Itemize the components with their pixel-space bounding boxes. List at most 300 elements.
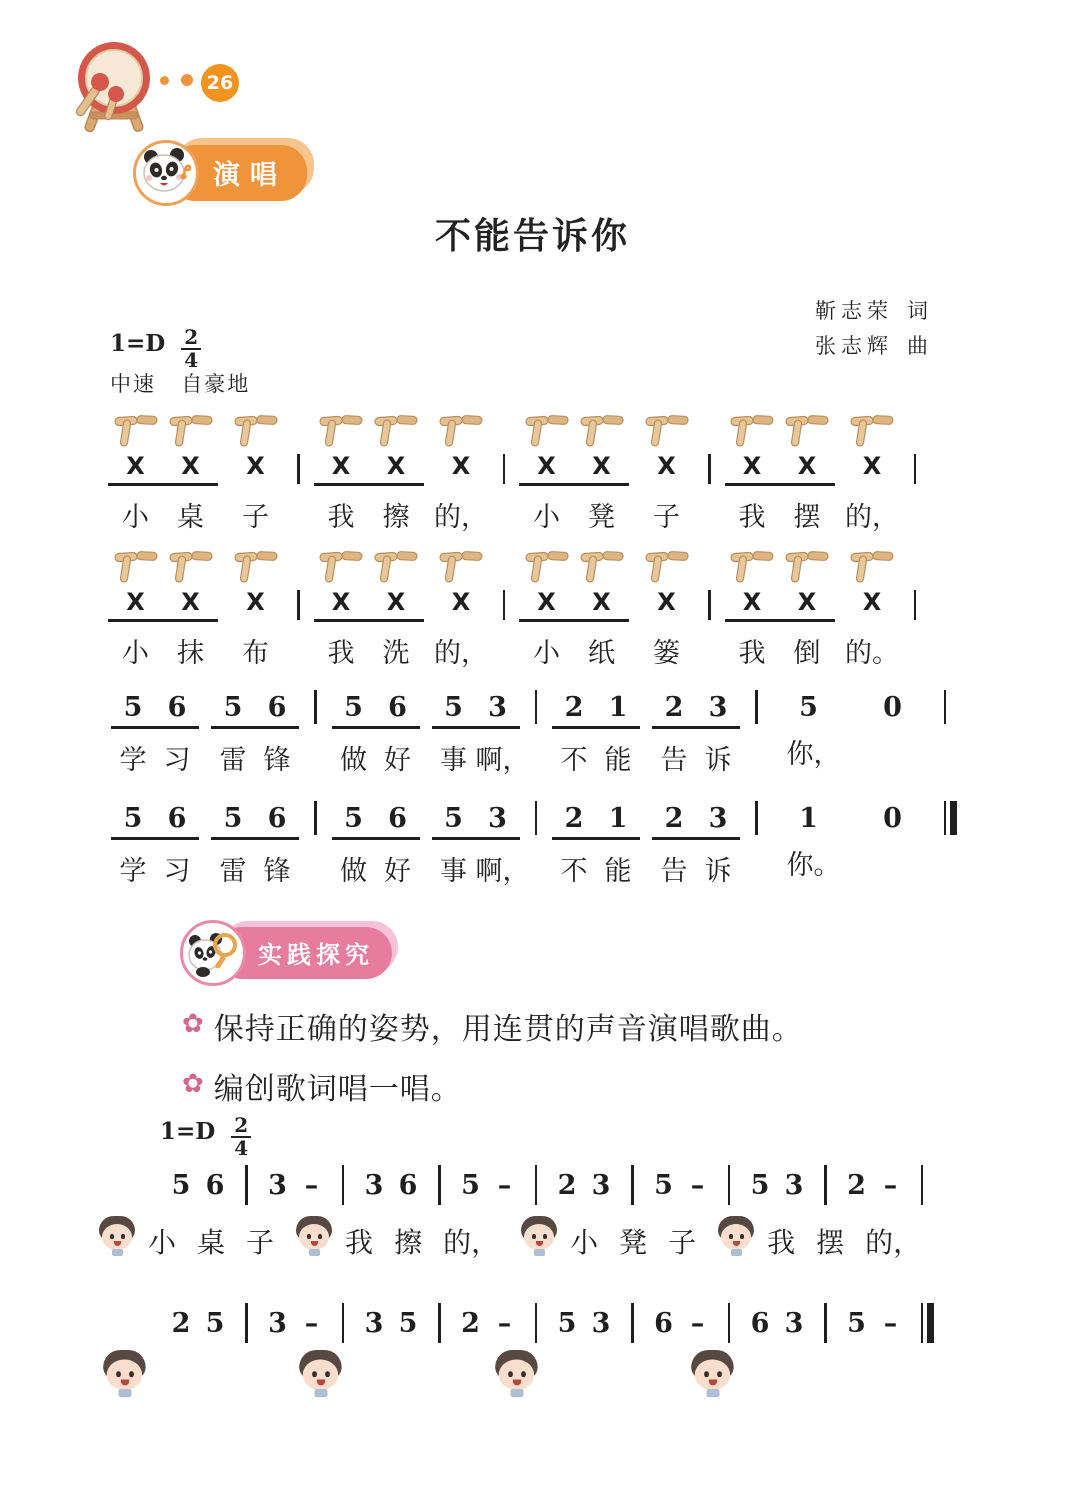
barline — [245, 1308, 248, 1343]
practice-section-badge — [180, 920, 392, 986]
lyric-face-token — [717, 1216, 755, 1266]
note — [574, 412, 629, 480]
note-group — [725, 548, 835, 622]
note-group — [842, 1170, 872, 1201]
note-group — [552, 1170, 582, 1201]
note-group — [228, 548, 283, 616]
panda-icon — [185, 925, 241, 981]
composer-credit — [815, 329, 933, 364]
note-group — [200, 1170, 230, 1201]
note-group — [297, 1170, 327, 1201]
note-value: 3 — [784, 1308, 804, 1339]
note — [519, 548, 574, 616]
note — [255, 803, 299, 834]
measure — [546, 692, 746, 776]
child-eye — [325, 1371, 329, 1376]
measure — [257, 1170, 333, 1201]
lyric-char: 我 — [327, 638, 355, 668]
measure — [309, 412, 494, 533]
note-group — [200, 1308, 230, 1339]
measure — [720, 548, 905, 669]
note-value: X — [246, 452, 265, 480]
rhythm-sticks-icon — [167, 412, 215, 448]
note — [696, 692, 740, 723]
note-value: X — [742, 452, 762, 480]
child-mouth — [121, 1380, 129, 1385]
lyric-group — [111, 855, 199, 887]
lyric-char: 我 — [738, 638, 766, 668]
rhythm-sticks-icon — [112, 412, 160, 448]
lyric-char: 子 — [653, 502, 680, 532]
measure — [160, 1308, 236, 1339]
note-value: 3 — [488, 803, 507, 834]
lyric-char: 的， — [434, 638, 488, 668]
note — [369, 548, 424, 616]
note-value: X — [331, 588, 351, 616]
note-group — [393, 1170, 423, 1201]
note-value: 6 — [388, 803, 407, 834]
lyric-char: 擦 — [382, 502, 410, 532]
note-value: – — [304, 1308, 319, 1339]
note — [649, 1170, 679, 1201]
note — [359, 1308, 389, 1339]
lyric-char: 学 — [119, 745, 147, 775]
lyric-group — [639, 637, 694, 669]
note-group — [166, 1308, 196, 1339]
barline-stroke — [728, 1165, 731, 1205]
rhythm-sticks-icon — [643, 412, 691, 448]
lyric-group — [552, 855, 640, 887]
note-value: 5 — [444, 692, 463, 723]
child-collar — [119, 1389, 132, 1397]
notes-row — [103, 412, 288, 486]
note-group — [552, 1308, 582, 1339]
note-value: 6 — [267, 803, 287, 834]
panda-icon — [138, 145, 194, 201]
barline-stroke — [297, 590, 300, 620]
note-group — [745, 1308, 775, 1339]
rhythm-sticks-icon — [848, 412, 896, 448]
lyric-group — [434, 637, 489, 669]
notes-row — [647, 1170, 715, 1201]
lyric-char: 学 — [119, 856, 147, 886]
lyric-char: 抹 — [177, 638, 204, 668]
lyric-char: 布 — [242, 638, 269, 668]
note-group — [876, 1170, 906, 1201]
notes-row — [309, 548, 494, 622]
lyric-char: 雷 — [219, 856, 247, 886]
child-collar — [511, 1389, 524, 1397]
barline-stroke — [921, 1303, 924, 1343]
note-group — [586, 1308, 616, 1339]
child-face-icon — [690, 1350, 735, 1400]
lyric-char: 不 — [560, 745, 588, 775]
note-value: 6 — [654, 1308, 673, 1339]
note-group — [432, 692, 520, 729]
note-group — [332, 692, 420, 729]
lyric-char: 洗 — [382, 638, 410, 668]
lyric-token: 的， — [865, 1228, 922, 1259]
lyric-token: 的， — [443, 1228, 500, 1259]
lyric-char: 好 — [384, 745, 411, 775]
barline — [944, 803, 958, 835]
barline — [914, 548, 917, 620]
note-group — [456, 1308, 486, 1339]
note — [490, 1170, 520, 1201]
lyric-char: 不 — [560, 856, 588, 886]
practice-item-text: 编创歌词唱一唱。 — [213, 1073, 462, 1106]
note-group — [432, 803, 520, 840]
note — [845, 412, 900, 480]
note — [696, 803, 740, 834]
child-face — [695, 1359, 730, 1390]
lyrics-row — [103, 637, 288, 669]
lyrics-row — [514, 637, 699, 669]
lyric-group — [314, 637, 424, 669]
note-group — [857, 692, 929, 723]
measure — [514, 412, 699, 533]
barline — [535, 1170, 538, 1205]
rhythm-sticks-icon — [317, 412, 365, 448]
child-face-icon — [98, 1216, 136, 1258]
note — [314, 548, 369, 616]
lyric-char: 做 — [340, 856, 367, 886]
note — [586, 1170, 616, 1201]
notes-row — [720, 548, 905, 622]
tempo-label: 中速 — [110, 372, 156, 396]
note — [871, 692, 915, 723]
note — [163, 412, 218, 480]
rhythm-sticks-icon — [437, 548, 485, 584]
drum-icon — [66, 34, 162, 138]
composer-name: 张志辉 — [815, 334, 893, 358]
measure — [450, 1170, 526, 1201]
note — [369, 412, 424, 480]
child-mouth — [536, 1241, 543, 1246]
note-value: 3 — [784, 1170, 804, 1201]
note-value: 5 — [750, 1170, 770, 1201]
note-value: X — [181, 588, 200, 616]
lyric-char: 事 — [440, 856, 467, 886]
lyric-char: 你， — [786, 739, 841, 769]
note-value: X — [742, 588, 762, 616]
child-face-icon — [494, 1350, 539, 1400]
lyric-token: 子 — [246, 1228, 275, 1259]
barline-stroke — [245, 1165, 248, 1205]
measure — [326, 692, 530, 776]
note — [725, 548, 780, 616]
child-face-icon — [295, 1216, 333, 1258]
barline-thick-stroke — [927, 1303, 934, 1343]
barline-stroke — [297, 454, 300, 484]
note-value: – — [883, 1308, 898, 1339]
note-group — [683, 1308, 713, 1339]
barline-stroke — [314, 690, 317, 724]
note-value: 2 — [564, 692, 584, 723]
note-group — [456, 1170, 486, 1201]
note-value: 5 — [123, 803, 143, 834]
measure — [836, 1308, 912, 1339]
lyric-group — [773, 849, 845, 881]
note-group — [393, 1308, 423, 1339]
melody-line-1 — [105, 692, 955, 776]
lyric-char: 啊， — [475, 856, 530, 886]
practice-lyrics-row — [98, 1216, 942, 1266]
barline-thick-stroke — [950, 801, 957, 835]
child-face-icon — [298, 1350, 343, 1400]
lyrics-row — [514, 501, 699, 533]
measure — [309, 548, 494, 669]
note — [434, 548, 489, 616]
note-value: 6 — [398, 1170, 418, 1201]
notes-row — [326, 803, 526, 840]
note-group — [779, 1308, 809, 1339]
note-value: 3 — [591, 1170, 611, 1201]
note — [111, 803, 155, 834]
measure — [353, 1170, 429, 1201]
lyric-group — [845, 637, 900, 669]
note-value: 3 — [364, 1170, 384, 1201]
lyric-token: 小 — [570, 1228, 599, 1259]
meter-numerator: 2 — [231, 1116, 251, 1138]
meter-denominator: 4 — [184, 348, 199, 372]
note-group — [845, 412, 900, 480]
note-value: 2 — [171, 1308, 191, 1339]
note — [745, 1308, 775, 1339]
measure — [257, 1308, 333, 1339]
measure — [160, 1170, 236, 1201]
key-label: 1=D — [160, 1118, 216, 1145]
note-value: X — [592, 452, 611, 480]
note-value: – — [304, 1170, 319, 1201]
tempo-marking — [110, 368, 268, 398]
measure — [546, 1308, 622, 1339]
lyric-token: 桌 — [197, 1228, 226, 1259]
note-value: 3 — [268, 1170, 287, 1201]
lyric-group — [652, 744, 740, 776]
measure — [450, 1308, 526, 1339]
notes-row — [105, 803, 305, 840]
lyric-group — [552, 744, 640, 776]
lyrics-row — [309, 501, 494, 533]
note — [596, 803, 640, 834]
lyric-face-token — [520, 1216, 558, 1266]
note-group — [652, 692, 740, 729]
rhythm-sticks-icon — [523, 412, 571, 448]
child-eye — [532, 1234, 536, 1239]
note-group — [211, 803, 299, 840]
barline-stroke — [708, 590, 711, 620]
note-value: X — [657, 452, 676, 480]
measure — [739, 1308, 815, 1339]
notes-row — [514, 412, 699, 486]
time-signature — [231, 1113, 251, 1160]
barline-stroke — [944, 801, 947, 835]
lyric-group — [519, 637, 629, 669]
measure — [767, 692, 935, 770]
note — [476, 692, 520, 723]
note-group — [649, 1170, 679, 1201]
note — [519, 412, 574, 480]
note-value: 3 — [364, 1308, 384, 1339]
lyric-char: 子 — [242, 502, 269, 532]
notes-row — [454, 1170, 522, 1201]
bottom-faces-row — [0, 1350, 1065, 1402]
lyrics-row — [326, 855, 530, 887]
barline-stroke — [503, 590, 506, 620]
notes-row — [514, 548, 699, 622]
rhythm-sticks-icon — [728, 412, 776, 448]
note-group — [490, 1170, 520, 1201]
lyricist-role: 词 — [907, 299, 933, 323]
lyrics-row — [546, 855, 746, 887]
barline — [824, 1170, 827, 1205]
note — [297, 1308, 327, 1339]
note-group — [649, 1308, 679, 1339]
barline-stroke — [438, 1165, 441, 1205]
note-value: 5 — [171, 1170, 191, 1201]
child-mouth — [317, 1380, 325, 1385]
note-value: – — [690, 1170, 705, 1201]
notes-row — [767, 803, 935, 834]
barline-stroke — [342, 1303, 345, 1343]
note-value: – — [690, 1308, 705, 1339]
child-collar — [309, 1249, 320, 1256]
notes-row — [261, 1170, 329, 1201]
barline-stroke — [503, 454, 506, 484]
rhythm-line-2 — [103, 548, 925, 669]
lyrics-row — [767, 738, 935, 770]
note — [155, 803, 199, 834]
note-value: X — [797, 452, 817, 480]
note — [639, 548, 694, 616]
note-value: – — [497, 1170, 512, 1201]
lyric-char: 的。 — [845, 638, 899, 668]
note — [155, 692, 199, 723]
rhythm-sticks-icon — [578, 412, 626, 448]
time-signature — [181, 325, 201, 372]
note — [263, 1308, 293, 1339]
measure — [643, 1170, 719, 1201]
note-group — [228, 412, 283, 480]
note-group — [519, 412, 629, 486]
lyric-char: 锋 — [263, 856, 291, 886]
lyric-char: 的， — [434, 502, 488, 532]
barline — [314, 803, 317, 835]
lyric-group — [211, 744, 299, 776]
child-face-icon — [102, 1350, 147, 1400]
barline-stroke — [535, 801, 538, 835]
barline — [728, 1308, 731, 1343]
song-credits — [815, 294, 933, 364]
melody-line-2 — [105, 803, 966, 887]
lyric-token: 我 — [345, 1228, 374, 1259]
notes-row — [720, 412, 905, 486]
note — [359, 1170, 389, 1201]
barline — [631, 1308, 634, 1343]
measure — [767, 803, 935, 881]
note-value: 5 — [344, 692, 363, 723]
measure — [105, 692, 305, 776]
notes-row — [840, 1308, 908, 1339]
barline-stroke — [728, 1303, 731, 1343]
lyric-char: 小 — [533, 502, 560, 532]
lyric-group — [432, 744, 530, 776]
note-value: X — [451, 452, 471, 480]
note — [552, 1170, 582, 1201]
note-value: X — [537, 452, 556, 480]
note — [456, 1170, 486, 1201]
mood-label: 自豪地 — [181, 372, 251, 396]
notes-row — [647, 1308, 715, 1339]
note-value: 5 — [205, 1308, 225, 1339]
note-value: 1 — [799, 803, 818, 834]
notes-row — [326, 692, 526, 729]
child-eye — [521, 1371, 525, 1376]
note — [745, 1170, 775, 1201]
note-value: 3 — [488, 692, 507, 723]
note-value: 3 — [268, 1308, 287, 1339]
note — [108, 412, 163, 480]
lyric-char: 小 — [122, 638, 149, 668]
barline — [631, 1170, 634, 1205]
note-group — [857, 803, 929, 834]
note-value: X — [451, 588, 471, 616]
note — [228, 548, 283, 616]
lyric-char — [871, 849, 915, 881]
lyrics-row — [309, 637, 494, 669]
child-collar — [112, 1249, 123, 1256]
child-face — [499, 1359, 534, 1390]
lyric-token: 我 — [767, 1228, 796, 1259]
lyric-group — [108, 637, 218, 669]
measure — [103, 412, 288, 533]
child-face — [524, 1224, 554, 1250]
note — [332, 803, 376, 834]
child-face — [303, 1359, 338, 1390]
barline — [314, 692, 317, 724]
lyricist-credit — [815, 294, 933, 329]
note-value: 2 — [664, 692, 684, 723]
note-value: X — [181, 452, 200, 480]
lyric-face-token — [98, 1216, 136, 1266]
note — [200, 1170, 230, 1201]
barline — [342, 1170, 345, 1205]
note — [779, 1308, 809, 1339]
child-eye — [717, 1371, 721, 1376]
lyric-token: 小 — [148, 1228, 177, 1259]
barline-stroke — [535, 690, 538, 724]
lyric-group — [639, 501, 694, 533]
barline-stroke — [438, 1303, 441, 1343]
key-signature — [110, 325, 201, 372]
note-value: X — [386, 452, 406, 480]
note-value: 3 — [708, 692, 728, 723]
barline — [535, 1308, 538, 1343]
notes-row — [550, 1308, 618, 1339]
barline — [755, 692, 758, 724]
note-value: – — [883, 1170, 898, 1201]
child-face — [721, 1224, 751, 1250]
note-group — [166, 1170, 196, 1201]
lyric-char: 告 — [660, 856, 688, 886]
child-face — [299, 1224, 329, 1250]
decorative-dots — [160, 74, 193, 86]
sing-section-badge — [133, 140, 307, 206]
note — [552, 1308, 582, 1339]
note — [228, 412, 283, 480]
composer-role: 曲 — [907, 334, 933, 358]
